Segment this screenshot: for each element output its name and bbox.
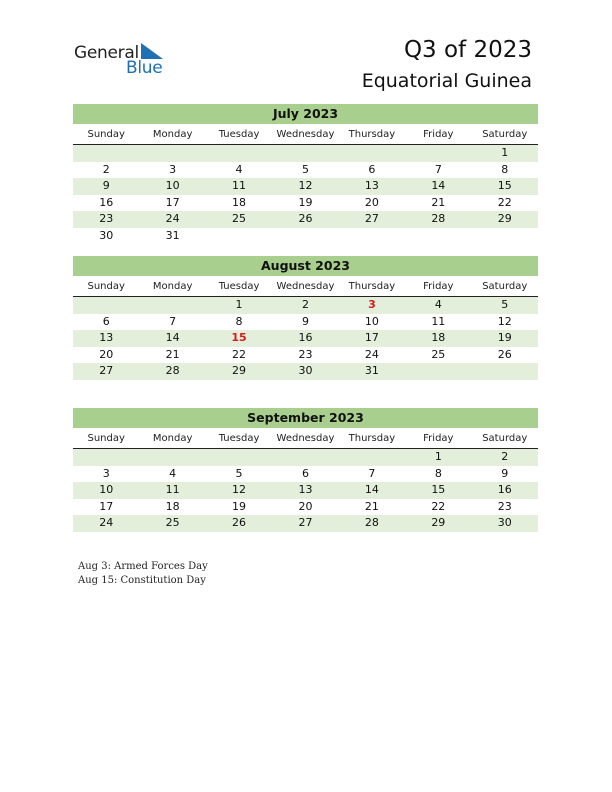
day-cell: 30: [298, 364, 313, 377]
day-cell: 25: [232, 212, 247, 225]
week-row: [73, 449, 538, 466]
day-cell: 19: [298, 195, 313, 209]
day-cell: [339, 228, 405, 245]
weekday-label: Saturday: [482, 433, 528, 444]
day-cell: 28: [165, 364, 180, 377]
day-cell: 5: [501, 298, 509, 311]
day-cell: 1: [434, 450, 442, 463]
weekday-label: Friday: [423, 433, 454, 444]
day-cell: 14: [431, 179, 446, 192]
day-cell: 5: [301, 162, 309, 176]
day-cell: 26: [497, 347, 512, 361]
day-cell: 8: [235, 314, 243, 328]
day-cell: 23: [99, 212, 114, 225]
day-cell: [272, 449, 338, 466]
day-cell: 5: [235, 466, 243, 480]
day-cell: 17: [364, 331, 379, 344]
day-cell: 6: [301, 466, 309, 480]
day-cell: 1: [501, 146, 509, 159]
week-row: [73, 515, 538, 532]
day-cell: 30: [99, 228, 114, 242]
weekday-label: Tuesday: [218, 433, 260, 444]
day-cell: 22: [431, 499, 446, 513]
day-cell: 11: [165, 483, 180, 496]
month-july: [73, 104, 538, 244]
weekday-label: Wednesday: [276, 129, 335, 140]
weekday-label: Sunday: [87, 129, 125, 140]
day-cell: [272, 228, 338, 245]
day-cell: 27: [298, 516, 313, 529]
day-cell: 4: [235, 162, 243, 176]
day-cell: 11: [232, 179, 247, 192]
week-row: [73, 466, 538, 483]
day-cell: 2: [301, 298, 309, 311]
day-cell: 8: [501, 162, 509, 176]
day-cell: 14: [364, 483, 379, 496]
day-cell: 18: [232, 195, 247, 209]
blue-triangle-flag-icon: [141, 43, 163, 59]
day-cell: [472, 228, 538, 245]
day-cell: 23: [497, 499, 512, 513]
day-cell: [472, 363, 538, 380]
month-title: August 2023: [73, 256, 538, 276]
month-title: September 2023: [73, 408, 538, 428]
page-subtitle: Equatorial Guinea: [361, 70, 532, 92]
day-cell: [339, 145, 405, 162]
day-cell: 20: [99, 347, 114, 361]
day-cell: [405, 145, 471, 162]
day-cell: 4: [434, 298, 442, 311]
generalblue-logo: [74, 40, 184, 80]
day-cell: 29: [431, 516, 446, 529]
day-cell: 1: [235, 298, 243, 311]
day-cell: [73, 449, 139, 466]
day-cell: 24: [364, 347, 379, 361]
day-cell: 19: [497, 331, 512, 344]
day-cell: 20: [364, 195, 379, 209]
month-september: [73, 408, 538, 532]
day-cell: 26: [232, 516, 247, 529]
day-cell: 7: [434, 162, 442, 176]
weekday-label: Thursday: [348, 281, 396, 292]
weekday-label: Wednesday: [276, 281, 335, 292]
day-cell: 12: [232, 483, 247, 496]
day-cell: 9: [102, 179, 110, 192]
day-cell: 16: [298, 331, 313, 344]
day-cell: 12: [497, 314, 512, 328]
day-cell: [339, 449, 405, 466]
day-cell: 10: [99, 483, 114, 496]
day-cell: 15: [431, 483, 446, 496]
holiday-day-cell: 15: [231, 331, 247, 344]
day-cell: 3: [102, 466, 110, 480]
week-row: [73, 195, 538, 212]
logo-blue-text: Blue: [126, 58, 163, 78]
day-cell: 12: [298, 179, 313, 192]
week-row: [73, 145, 538, 162]
week-row: [73, 211, 538, 228]
week-row: [73, 314, 538, 331]
day-cell: 13: [298, 483, 313, 496]
day-cell: 24: [99, 516, 114, 529]
day-cell: 3: [169, 162, 177, 176]
day-cell: 18: [165, 499, 180, 513]
weekday-label: Sunday: [87, 281, 125, 292]
day-cell: [272, 145, 338, 162]
day-cell: 22: [232, 347, 247, 361]
day-cell: [73, 297, 139, 314]
day-cell: 27: [99, 364, 114, 377]
day-cell: 13: [364, 179, 379, 192]
day-cell: 7: [169, 314, 177, 328]
day-cell: 20: [298, 499, 313, 513]
day-cell: [206, 145, 272, 162]
day-cell: [139, 297, 205, 314]
day-cell: [206, 228, 272, 245]
day-cell: 16: [99, 195, 114, 209]
day-cell: 6: [368, 162, 376, 176]
day-cell: [206, 449, 272, 466]
day-cell: 10: [165, 179, 180, 192]
day-cell: 16: [497, 483, 512, 496]
week-row: [73, 297, 538, 314]
day-cell: 9: [301, 314, 309, 328]
day-cell: [139, 145, 205, 162]
logo-general-text: General: [74, 43, 139, 63]
month-august: [73, 256, 538, 380]
week-row: [73, 347, 538, 364]
day-cell: 21: [165, 347, 180, 361]
day-cell: 17: [99, 499, 114, 513]
weekday-label: Saturday: [482, 281, 528, 292]
day-cell: [405, 363, 471, 380]
weekday-label: Thursday: [348, 433, 396, 444]
day-cell: 25: [165, 516, 180, 529]
weekday-label: Tuesday: [218, 129, 260, 140]
weekday-label: Monday: [152, 129, 193, 140]
month-title: July 2023: [73, 104, 538, 124]
day-cell: 8: [434, 466, 442, 480]
day-cell: [73, 145, 139, 162]
day-cell: 10: [364, 314, 379, 328]
day-cell: 31: [364, 364, 379, 377]
day-cell: 9: [501, 466, 509, 480]
day-cell: 17: [165, 195, 180, 209]
weekday-label: Tuesday: [218, 281, 260, 292]
day-cell: 25: [431, 347, 446, 361]
day-cell: 30: [497, 516, 512, 529]
week-row: [73, 228, 538, 245]
week-row: [73, 162, 538, 179]
holiday-note: Aug 15: Constitution Day: [78, 575, 206, 586]
day-cell: 23: [298, 347, 313, 361]
day-cell: 22: [497, 195, 512, 209]
day-cell: 29: [497, 212, 512, 225]
week-row: [73, 178, 538, 195]
holiday-note: Aug 3: Armed Forces Day: [78, 561, 208, 572]
weekday-header-row: [73, 127, 538, 145]
weekday-label: Sunday: [87, 433, 125, 444]
week-row: [73, 330, 538, 347]
day-cell: 29: [232, 364, 247, 377]
day-cell: 15: [497, 179, 512, 192]
holiday-notes: [78, 560, 208, 588]
day-cell: 7: [368, 466, 376, 480]
day-cell: 6: [102, 314, 110, 328]
weekday-header-row: [73, 279, 538, 297]
day-cell: 28: [431, 212, 446, 225]
weekday-label: Friday: [423, 281, 454, 292]
holiday-day-cell: 3: [368, 298, 376, 311]
weekday-header-row: [73, 431, 538, 449]
page-title: Q3 of 2023: [403, 37, 532, 63]
weekday-label: Friday: [423, 129, 454, 140]
day-cell: 21: [364, 499, 379, 513]
weekday-label: Monday: [152, 433, 193, 444]
day-cell: [405, 228, 471, 245]
weekday-label: Thursday: [348, 129, 396, 140]
day-cell: 2: [102, 162, 110, 176]
day-cell: 14: [165, 331, 180, 344]
day-cell: 13: [99, 331, 114, 344]
weekday-label: Wednesday: [276, 433, 335, 444]
weekday-label: Saturday: [482, 129, 528, 140]
week-row: [73, 482, 538, 499]
day-cell: 26: [298, 212, 313, 225]
day-cell: 4: [169, 466, 177, 480]
week-row: [73, 363, 538, 380]
day-cell: 19: [232, 499, 247, 513]
day-cell: 18: [431, 331, 446, 344]
week-row: [73, 499, 538, 516]
weekday-label: Monday: [152, 281, 193, 292]
day-cell: 21: [431, 195, 446, 209]
day-cell: 27: [364, 212, 379, 225]
day-cell: [139, 449, 205, 466]
day-cell: 2: [501, 450, 509, 463]
day-cell: 31: [165, 228, 180, 242]
day-cell: 24: [165, 212, 180, 225]
day-cell: 11: [431, 314, 446, 328]
day-cell: 28: [364, 516, 379, 529]
